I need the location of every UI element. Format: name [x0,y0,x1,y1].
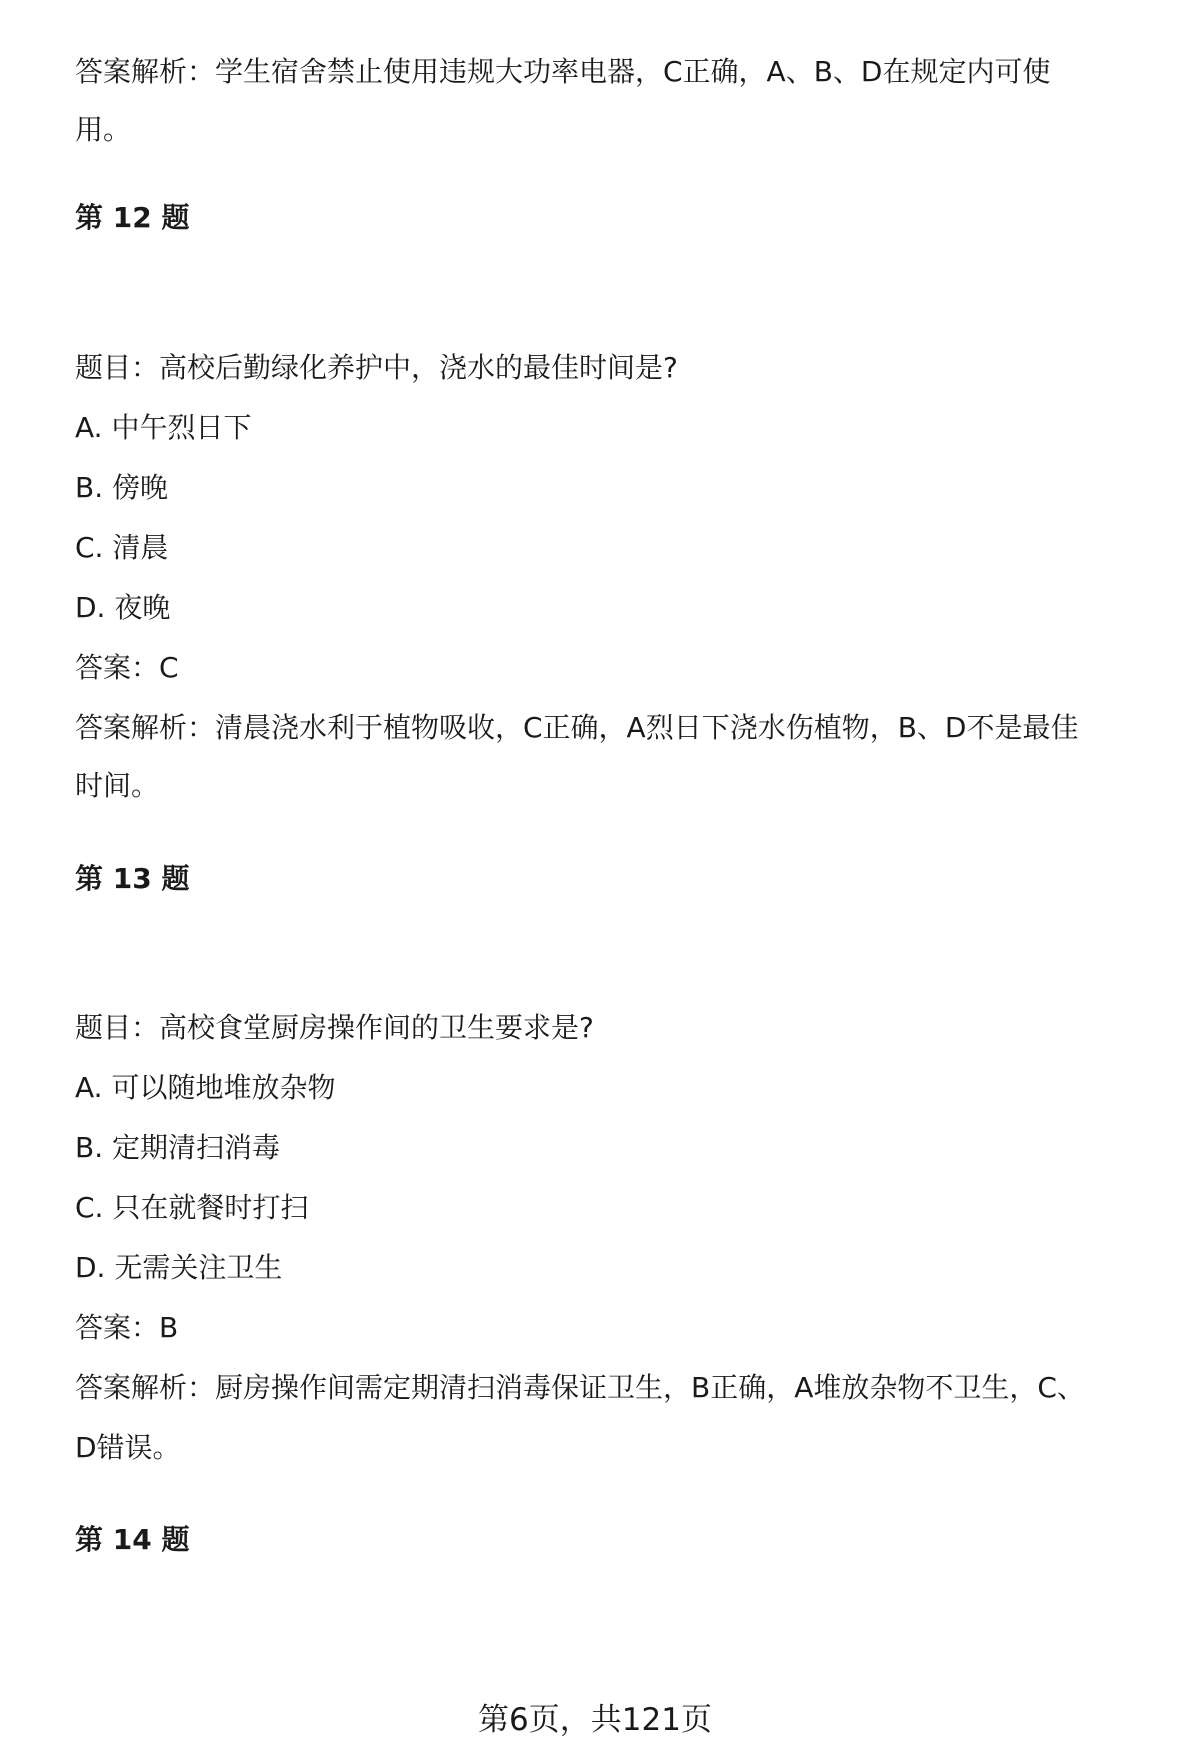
question-13-text: 题目：高校食堂厨房操作间的卫生要求是? [75,1011,594,1044]
question-13-option-d: D. 无需关注卫生 [75,1251,283,1284]
question-12-text: 题目：高校后勤绿化养护中，浇水的最佳时间是? [75,351,678,384]
question-13-option-a: A. 可以随地堆放杂物 [75,1071,336,1104]
question-12-explanation-line-2: 时间。 [75,769,160,802]
page-number: 第6页，共121页 [478,1702,712,1738]
question-12-heading: 第 12 题 [75,201,190,234]
question-13-answer: 答案：B [75,1311,179,1344]
prev-explanation-line-2: 用。 [75,113,132,146]
question-13-explanation-line-2: D错误。 [75,1431,181,1464]
question-13-option-b: B. 定期清扫消毒 [75,1131,281,1164]
prev-explanation-line-1: 答案解析：学生宿舍禁止使用违规大功率电器，C正确，A、B、D在规定内可使 [75,55,1051,88]
question-12-answer: 答案：C [75,651,179,684]
question-12-explanation-line-1: 答案解析：清晨浇水利于植物吸收，C正确，A烈日下浇水伤植物，B、D不是最佳 [75,711,1079,744]
question-12-option-c: C. 清晨 [75,531,169,564]
question-13-option-c: C. 只在就餐时打扫 [75,1191,309,1224]
question-13-heading: 第 13 题 [75,862,190,895]
question-13-explanation-line-1: 答案解析：厨房操作间需定期清扫消毒保证卫生，B正确，A堆放杂物不卫生，C、 [75,1371,1085,1404]
question-14-heading: 第 14 题 [75,1523,190,1556]
question-12-option-b: B. 傍晚 [75,471,169,504]
question-12-option-a: A. 中午烈日下 [75,411,252,444]
question-12-option-d: D. 夜晚 [75,591,171,624]
